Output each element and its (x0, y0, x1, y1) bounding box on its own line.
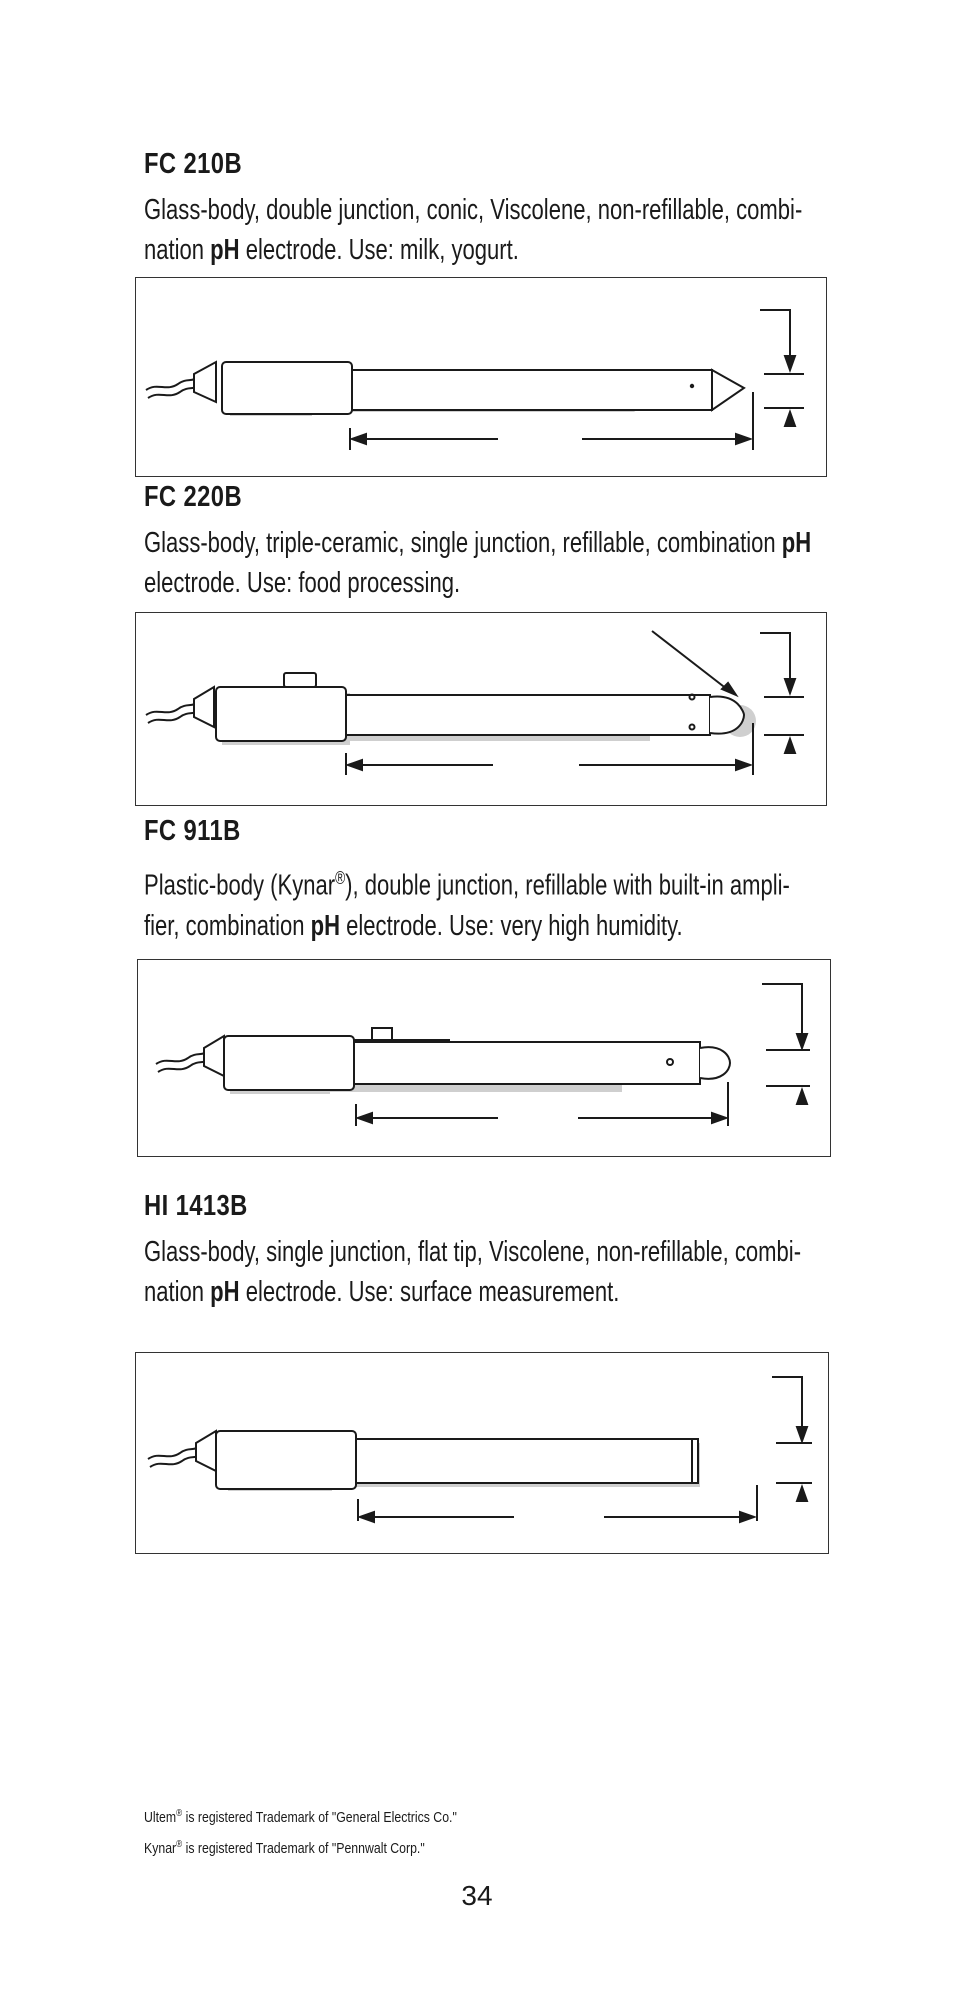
page-number: 34 (461, 1880, 493, 1911)
registered-mark: ® (176, 1808, 183, 1819)
desc-text: Glass-body, double junction, conic, Viscolene, non-refillable, combi- (144, 194, 803, 226)
electrode-diagram-fc210b (135, 277, 827, 477)
desc-line (144, 858, 889, 906)
desc-text: Glass-body, triple-ceramic, single junction, refillable, combination (144, 527, 782, 559)
desc-line (144, 1232, 889, 1272)
electrode-diagram-fc911b (137, 959, 831, 1157)
desc-line (144, 1272, 889, 1312)
desc-text: nation (144, 1276, 211, 1308)
ph-bold: pH (310, 909, 341, 942)
footnotes (144, 1800, 457, 1862)
desc-line (144, 906, 889, 946)
electrode-diagram-fc220b (135, 612, 827, 806)
desc-text: Plastic-body (Kynar (144, 869, 336, 902)
desc-line (144, 230, 889, 270)
desc-text: fier, combination (144, 909, 311, 942)
ph-bold: pH (210, 1276, 240, 1308)
section-description-fc210b (144, 190, 889, 270)
desc-text: electrode. Use: milk, yogurt. (239, 234, 519, 266)
ph-bold: pH (210, 234, 240, 266)
electrode-drawing (136, 1353, 830, 1555)
registered-mark: ® (176, 1839, 183, 1850)
footnote-kynar (144, 1831, 457, 1862)
section-title-fc210b: FC 210B (144, 148, 243, 180)
footnote-ultem (144, 1800, 457, 1831)
electrode-drawing (136, 278, 828, 478)
desc-line (144, 563, 889, 603)
desc-line (144, 190, 889, 230)
footnote-text: is registered Trademark of "Pennwalt Corp." (182, 1840, 425, 1857)
ph-bold: pH (781, 527, 812, 559)
footnote-text: Kynar (144, 1840, 177, 1857)
electrode-drawing (136, 613, 828, 807)
section-description-hi1413b (144, 1232, 889, 1312)
desc-text: Glass-body, single junction, flat tip, Viscolene, non-refillable, combi- (144, 1236, 802, 1268)
section-description-fc911b (144, 858, 889, 946)
section-title-fc911b: FC 911B (144, 815, 241, 847)
desc-line (144, 523, 889, 563)
desc-text: electrode. Use: food processing. (144, 567, 461, 599)
section-title-fc220b: FC 220B (144, 481, 243, 513)
section-title-hi1413b: HI 1413B (144, 1190, 248, 1222)
registered-mark: ® (335, 868, 346, 888)
desc-text: electrode. Use: very high humidity. (340, 909, 683, 942)
desc-text: nation (144, 234, 211, 266)
footnote-text: is registered Trademark of "General Electrics Co." (182, 1809, 457, 1826)
footnote-text: Ultem (144, 1809, 177, 1826)
electrode-diagram-hi1413b (135, 1352, 829, 1554)
desc-text: ), double junction, refillable with built-in ampli- (345, 869, 790, 902)
section-description-fc220b (144, 523, 889, 603)
desc-text: electrode. Use: surface measurement. (239, 1276, 620, 1308)
electrode-drawing (138, 960, 832, 1158)
